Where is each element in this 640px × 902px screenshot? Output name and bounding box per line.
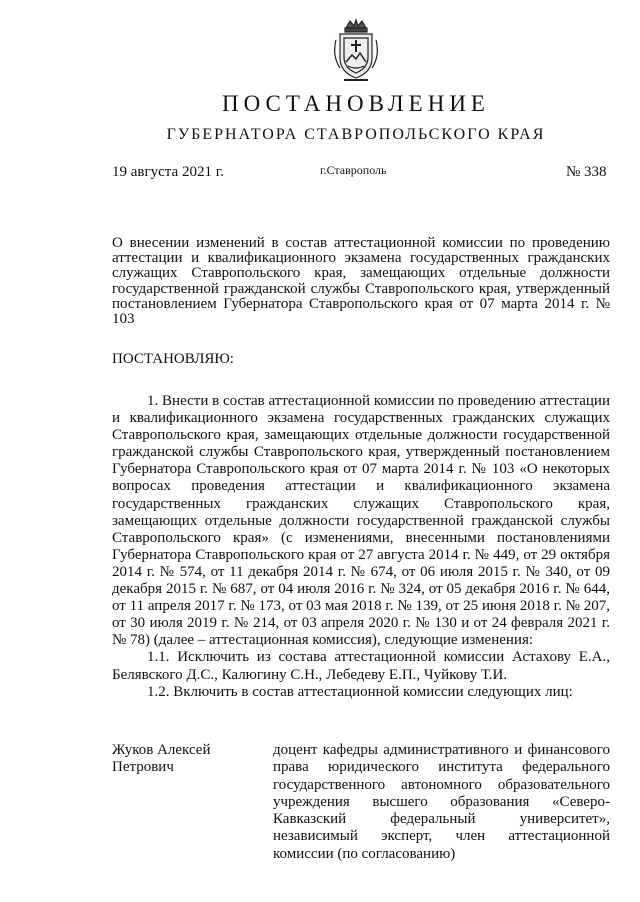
document-date: 19 августа 2021 г. xyxy=(112,164,224,180)
document-city: г.Ставрополь xyxy=(320,163,387,177)
coat-of-arms-icon xyxy=(330,18,382,84)
member-name xyxy=(112,742,262,777)
member-description: доцент кафедры административного и финансового права юридического института федерального государственного автономного образовательного учреждения высшего образования «Северо-Кавказский федеральный университет», независимый эксперт, член аттестационной комиссии (по согласованию) xyxy=(273,742,610,862)
paragraph-1-1: 1.1. Исключить из состава аттестационной комиссии Астахову Е.А., Белявского Д.С., Калюгину С.Н., Лебедеву Е.П., Чуйкову Т.И. xyxy=(112,649,610,683)
decree-word: ПОСТАНОВЛЯЮ: xyxy=(112,351,234,367)
document-subject: О внесении изменений в состав аттестационной комиссии по проведению аттестации и квалификационного экзамена государственных гражданских служащих Ставропольского края, замещающих отдельные должности государственной гражданской службы Ставропольского края, утвержденный постановлением Губернатора Ставропольского края от 07 марта 2014 г. № 103 xyxy=(112,235,610,328)
paragraph-1: 1. Внести в состав аттестационной комиссии по проведению аттестации и квалификационного экзамена государственных гражданских служащих Ставропольского края, замещающих отдельные должности государственной гражданской службы Ставропольского края, утвержденный постановлением Губернатора Ставропольского края от 07 марта 2014 г. № 103 «О некоторых вопросах проведения аттестации и квалификационного экзамена государственных гражданских служащих Ставропольского края, замещающих отдельные должности государственной гражданской службы Ставропольского края» (с изменениями, внесенными постановлениями Губернатора Ставропольского края от 27 августа 2014 г. № 449, от 29 октября 2014 г. № 574, от 11 декабря 2014 г. № 674, от 06 июля 2015 г. № 340, от 09 декабря 2015 г. № 687, от 04 июля 2016 г. № 324, от 05 декабря 2016 г. № 644, от 11 апреля 2017 г. № 173, от 03 мая 2018 г. № 139, от 25 июня 2018 г. № 207, от 30 июля 2019 г. № 214, от 03 апреля 2020 г. № 130 и от 24 февраля 2021 г. № 78) (далее – аттестационная комиссия), следующие изменения: xyxy=(112,393,610,649)
document-subtitle: ГУБЕРНАТОРА СТАВРОПОЛЬСКОГО КРАЯ xyxy=(166,126,546,143)
member-name-line2: Петрович xyxy=(112,759,174,776)
paragraph-1-2: 1.2. Включить в состав аттестационной комиссии следующих лиц: xyxy=(147,683,573,700)
document-title: ПОСТАНОВЛЕНИЕ xyxy=(222,91,490,116)
document-body xyxy=(112,393,610,701)
member-name-line1: Жуков Алексей xyxy=(112,742,211,758)
document-number: № 338 xyxy=(566,164,607,180)
